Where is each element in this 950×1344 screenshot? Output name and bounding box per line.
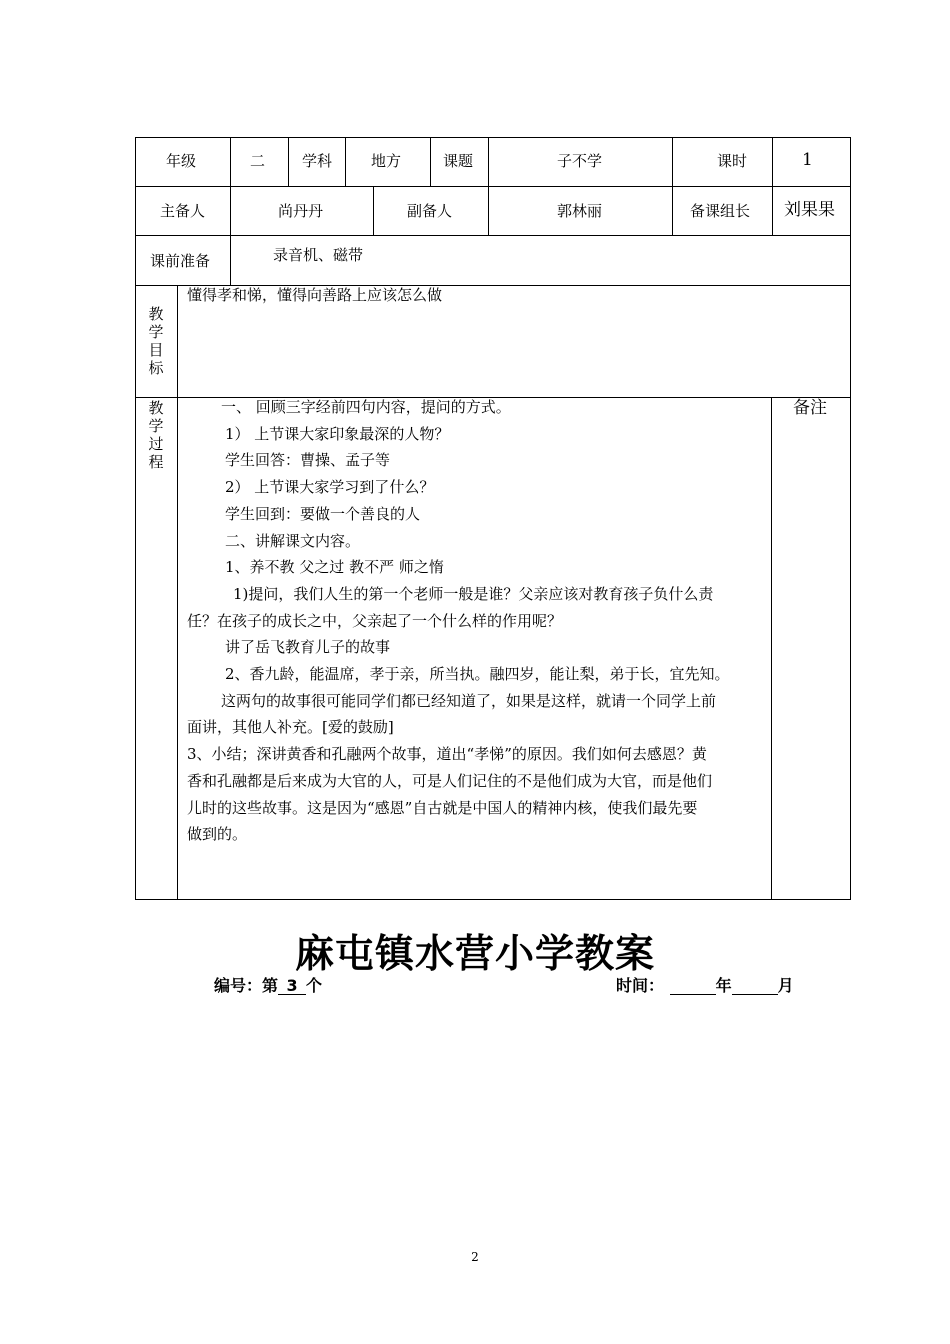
time-label: 时间： [616,976,665,995]
process-line: 1、养不教 父之过 教不严 师之惰 [225,558,444,577]
time-field [616,973,794,996]
process-line: 这两句的故事很可能同学们都已经知道了，如果是这样，就请一个同学上前 [221,691,717,710]
process-line: 讲了岳飞教育儿子的故事 [225,638,391,657]
preparation-label: 课前准备 [150,252,211,270]
number-suffix: 个 [306,976,323,995]
process-line: 任？在孩子的成长之中，父亲起了一个什么样的作用呢？ [187,611,563,630]
process-line: 1） 上节课大家印象最深的人物？ [225,424,450,443]
process-line: 一、 回顾三字经前四句内容，提问的方式。 [221,398,511,416]
process-line: 儿时的这些故事。这是因为“感恩”自古就是中国人的精神内核，使我们最先要 [187,798,698,817]
number-label: 编号： [214,976,263,995]
process-line: 做到的。 [187,825,248,844]
deputy-preparer-value: 郭林丽 [557,202,603,220]
number-prefix: 第 [262,976,279,995]
process-line: 香和孔融都是后来成为大官的人，可是人们记住的不是他们成为大官，而是他们 [187,771,713,790]
process-line: 学生回到：要做一个善良的人 [225,504,421,523]
grade-value: 二 [250,152,266,170]
page-number: 2 [471,1250,479,1264]
month-label: 月 [777,976,794,995]
subject-value: 地方 [371,152,402,170]
page-title: 麻屯镇水营小学教案 [294,932,655,977]
year-blank [670,978,716,995]
process-line: 3、小结；深讲黄香和孔融两个故事，道出“孝悌”的原因。我们如何去感恩？黄 [187,745,707,764]
group-leader-label: 备课组长 [690,202,751,220]
hours-label: 课时 [717,152,748,170]
goal-label: 教学目标 [148,305,164,377]
process-line: 1)提问，我们人生的第一个老师一般是谁？父亲应该对教育孩子负什么责 [233,584,714,603]
process-content [187,394,767,848]
month-blank [732,978,778,995]
hours-value: 1 [802,150,813,170]
deputy-preparer-label: 副备人 [407,202,453,220]
goal-value: 懂得孝和悌，懂得向善路上应该怎么做 [187,286,443,304]
topic-value: 子不学 [557,152,603,170]
subject-label: 学科 [302,152,333,170]
preparation-value: 录音机、磁带 [273,246,364,264]
process-line: 面讲，其他人补充。[爱的鼓励] [187,718,394,737]
year-label: 年 [715,976,732,995]
process-line: 2、香九龄，能温席，孝于亲，所当执。融四岁，能让梨，弟于长，宜先知。 [225,665,730,684]
number-field [214,973,322,996]
topic-label: 课题 [443,152,474,170]
process-label: 教学过程 [148,399,164,471]
main-preparer-label: 主备人 [160,202,206,220]
group-leader-value: 刘果果 [784,200,835,220]
process-line: 二、讲解课文内容。 [225,531,361,550]
remark-label: 备注 [793,398,827,418]
process-line: 学生回答：曹操、孟子等 [225,451,391,470]
number-value: 3 [278,978,306,995]
main-preparer-value: 尚丹丹 [278,202,324,220]
process-line: 2） 上节课大家学习到了什么？ [225,478,435,497]
grade-label: 年级 [166,152,197,170]
